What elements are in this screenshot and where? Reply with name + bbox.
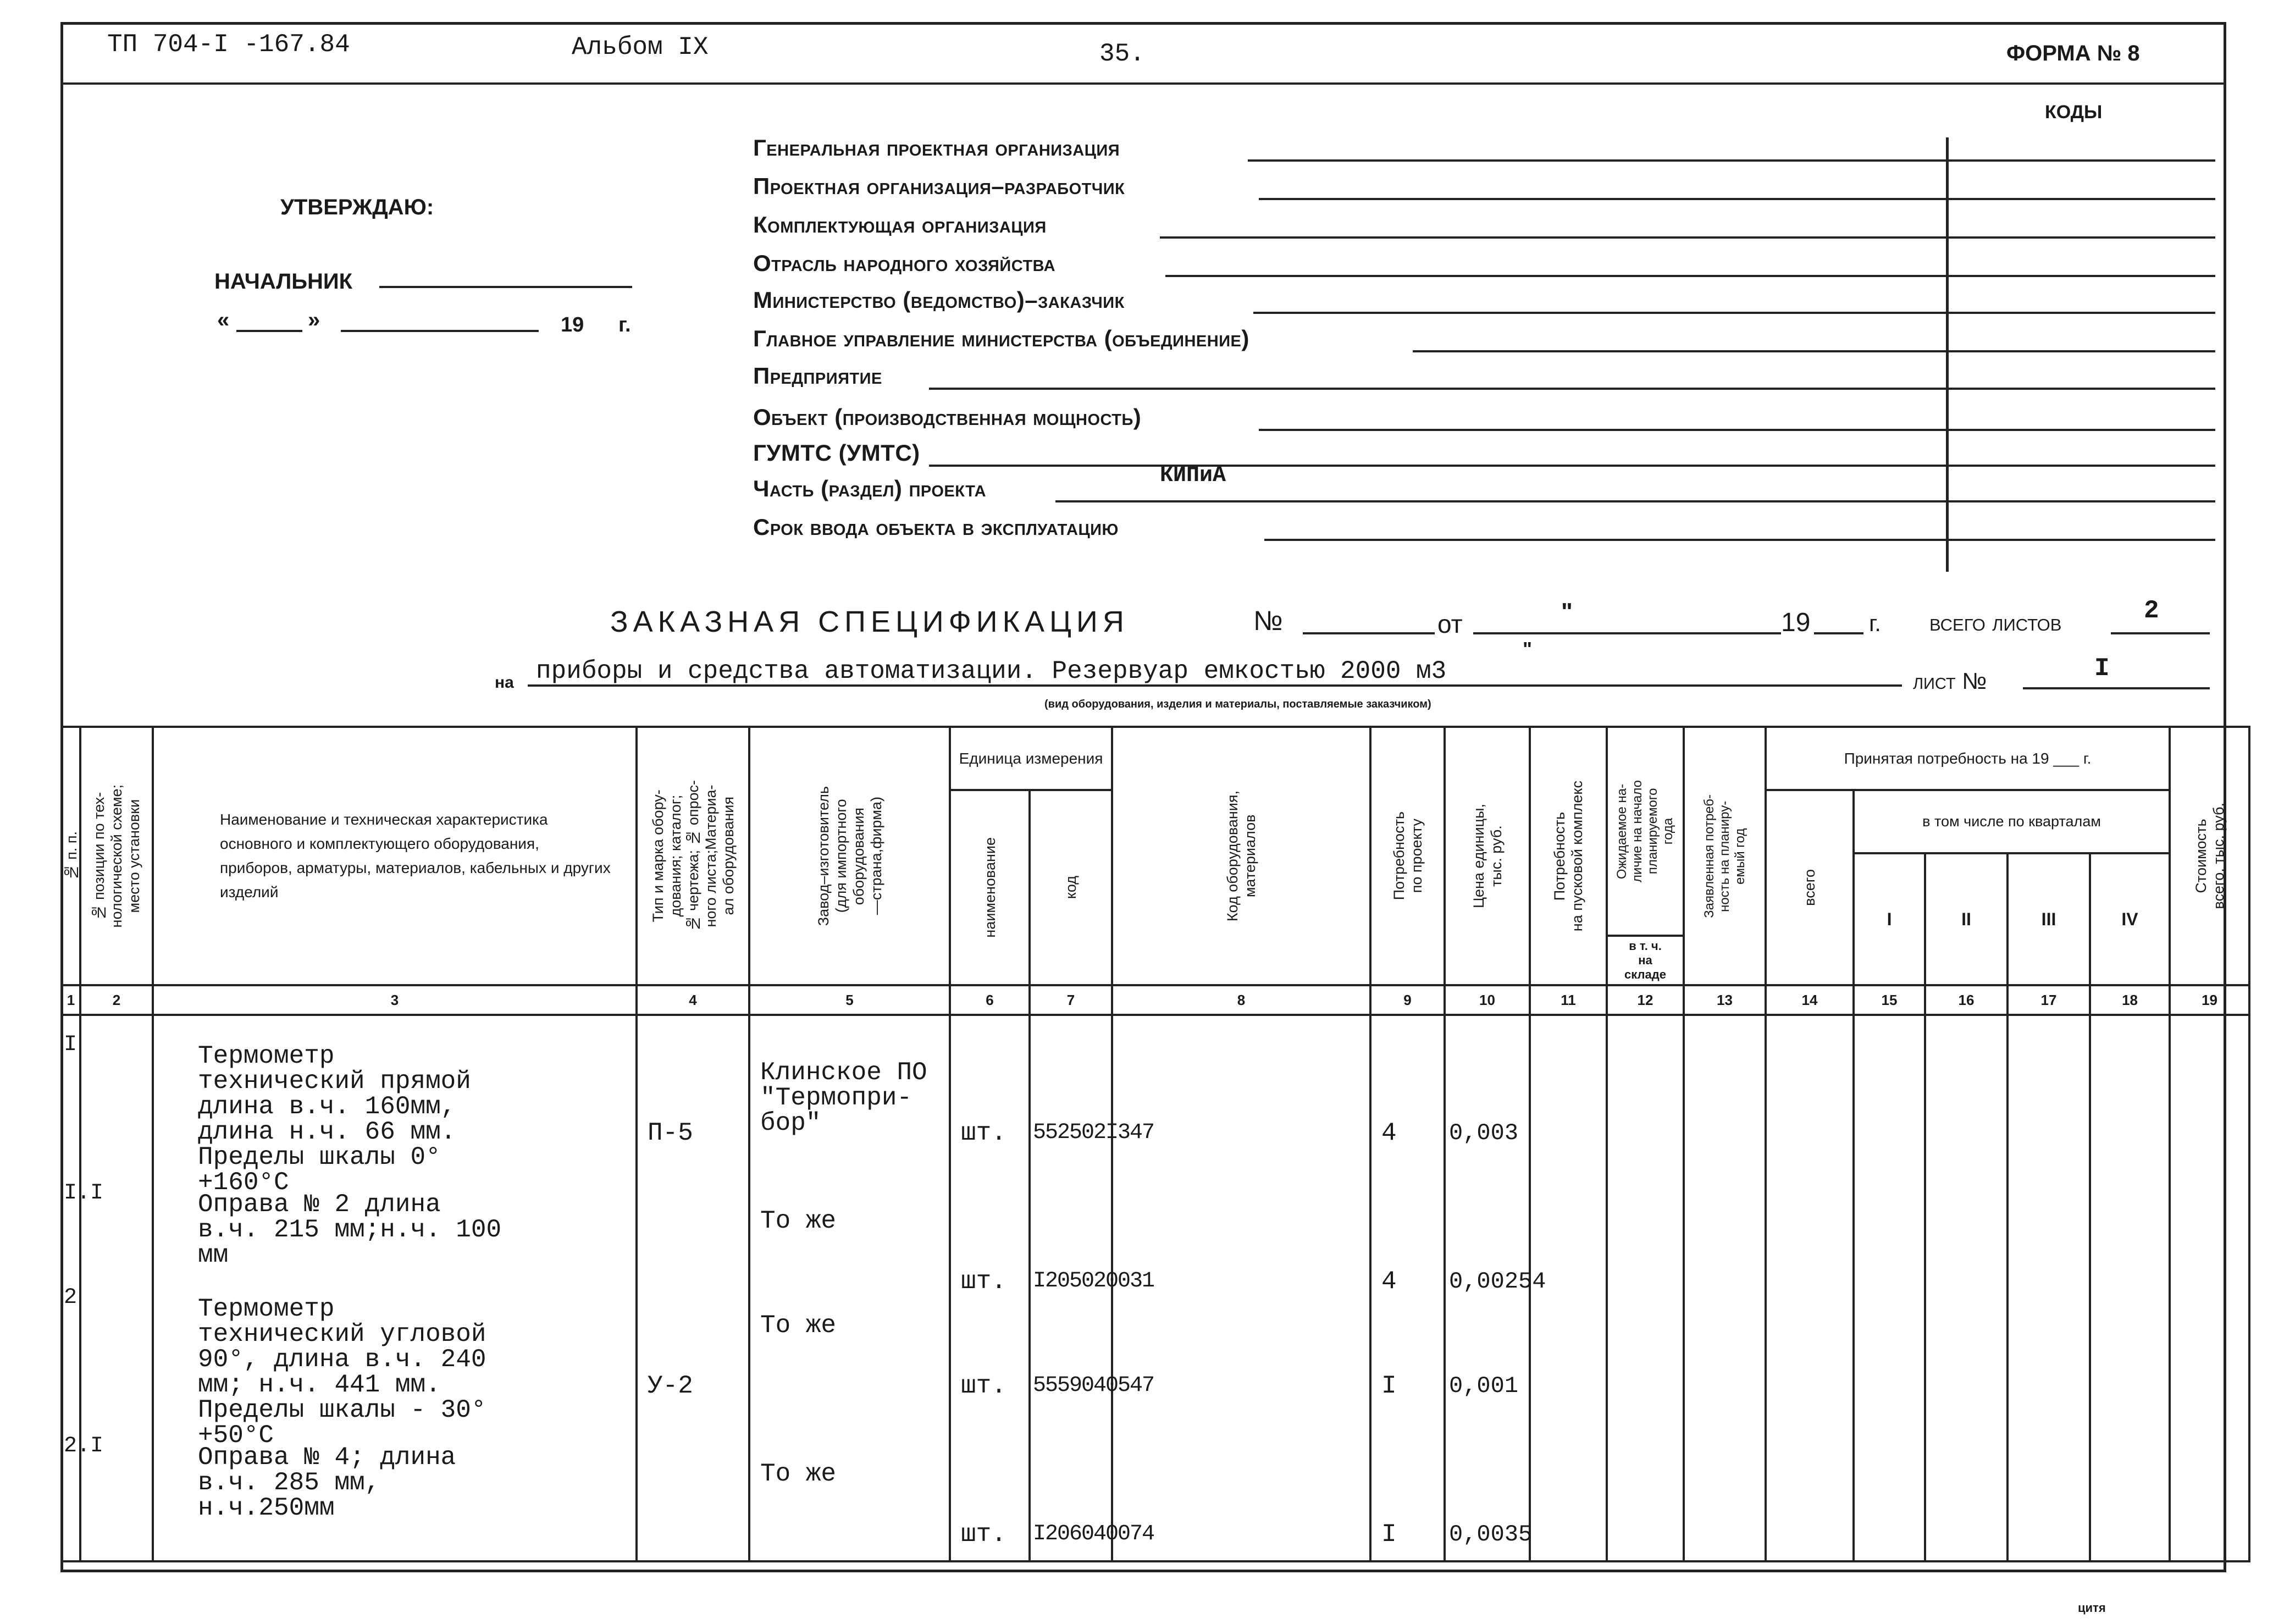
col-header-15: I (1854, 853, 1925, 985)
column-number: 6 (950, 985, 1030, 1015)
field-label: Проектная организация–разработчик (753, 173, 1125, 199)
spec-date-close-quote: " (1523, 638, 1533, 660)
spec-date-open-quote: " (1561, 598, 1573, 625)
field-label: Главное управление министерства (объединение) (753, 325, 1249, 351)
field-label: Министерство (ведомство)–заказчик (753, 287, 1125, 313)
field-label: ГУМТС (УМТС) (753, 440, 920, 466)
col-header-3: Наименование и техническая характеристика основного и комплектующего оборудования, приборов, арматуры, материалов, кабельных и других изделий (153, 727, 637, 985)
form-label: ФОРМА № 8 (2006, 41, 2140, 65)
field-line (1160, 236, 2215, 239)
body-column-2 (80, 1015, 153, 1561)
sheets-total-line (2111, 632, 2210, 634)
row-4-qty: I (1381, 1520, 1397, 1549)
row-2-price: 0,00254 (1449, 1268, 1546, 1295)
field-label: Отрасль народного хозяйства (753, 250, 1056, 276)
column-number: 8 (1112, 985, 1370, 1015)
row-2-qty: 4 (1381, 1267, 1397, 1296)
doc-code: ТП 704-I -167.84 (107, 30, 350, 59)
body-column-8 (1112, 1015, 1370, 1561)
year-prefix: 19 (561, 313, 584, 336)
column-number: 18 (2090, 985, 2170, 1015)
header-divider (60, 82, 2226, 85)
year-suffix: г. (618, 313, 631, 336)
body-column-7 (1030, 1015, 1154, 1561)
row-3-price: 0,001 (1449, 1373, 1519, 1399)
field-line (1264, 539, 2215, 541)
accepted-group-header: Принятая потребность на 19 ___ г. (1766, 727, 2170, 790)
row-1-price: 0,003 (1449, 1120, 1519, 1146)
specification-table (60, 726, 2250, 1562)
body-column-18 (2090, 1015, 2170, 1561)
col-header-12b: в т. ч. на складе (1607, 936, 1684, 985)
unit-group-header: Единица измерения (950, 727, 1112, 790)
row-4-price: 0,0035 (1449, 1521, 1533, 1548)
column-number: 9 (1370, 985, 1445, 1015)
column-number: 10 (1445, 985, 1530, 1015)
subject-value: приборы и средства автоматизации. Резервуар емкостью 2000 м3 (536, 657, 1447, 686)
column-number: 2 (80, 985, 153, 1015)
col-header-7: код (1030, 790, 1112, 985)
spec-no-label: № (1253, 605, 1283, 636)
row-1-maker: Клинское ПО "Термопри-бор" (760, 1058, 927, 1137)
row-1-type: П-5 (648, 1119, 693, 1147)
col-header-12: Ожидаемое на- личие на начало планируемого года (1607, 727, 1684, 936)
sheet-label: лист № (1913, 668, 1987, 694)
field-line (1055, 500, 2215, 502)
row-2-unit: шт. (961, 1267, 1006, 1296)
col-header-13: Заявленная потреб- ность на планиру- емый год (1684, 727, 1766, 985)
date-day-line (236, 330, 302, 332)
field-line (1165, 275, 2215, 277)
row-1-pos: I (64, 1032, 78, 1057)
field-label: Комплектующая организация (753, 212, 1047, 237)
column-number: 19 (2170, 985, 2249, 1015)
subject-caption: (вид оборудования, изделия и материалы, поставляемые заказчиком) (1044, 698, 1431, 710)
column-number: 13 (1684, 985, 1766, 1015)
col-header-4: Тип и марка обору- дования; каталог; № чертежа; № опрос- ного листа;Материа- ал оборудования (637, 727, 749, 985)
body-column-15 (1854, 1015, 1925, 1561)
spec-year-line (1814, 632, 1863, 634)
row-2-unit-code: I205020031 (1033, 1269, 1154, 1294)
footer-stamp: цитя (2078, 1601, 2106, 1615)
body-column-19 (2170, 1015, 2249, 1561)
body-column-5 (749, 1015, 950, 1561)
column-number: 15 (1854, 985, 1925, 1015)
col-header-10: Цена единицы, тыс. руб. (1445, 727, 1530, 985)
chief-label: НАЧАЛЬНИК (214, 269, 353, 294)
col-header-11: Потребность на пусковой комплекс (1530, 727, 1607, 985)
date-close-quote: » (308, 308, 320, 332)
body-column-3 (153, 1015, 637, 1561)
field-line (929, 388, 2215, 390)
col-header-16: II (1925, 853, 2007, 985)
column-number: 14 (1766, 985, 1854, 1015)
field-line (1259, 198, 2215, 200)
col-header-19: Стоимость всего, тыс. руб. (2170, 727, 2249, 985)
row-1-name: Термометр технический прямой длина в.ч. 160мм, длина н.ч. 66 мм. Пределы шкалы 0°+160°С (198, 1042, 471, 1197)
row-4-name: Оправа № 4; длина в.ч. 285 мм, н.ч.250мм (198, 1443, 456, 1522)
body-column-13 (1684, 1015, 1766, 1561)
row-1-qty: 4 (1381, 1119, 1397, 1147)
quarters-group-header: в том числе по кварталам (1854, 790, 2170, 853)
col-header-14: всего (1766, 790, 1854, 985)
spec-no-line (1303, 632, 1435, 634)
approve-label: УТВЕРЖДАЮ: (280, 195, 434, 219)
body-column-9 (1370, 1015, 1445, 1561)
body-column-12 (1607, 1015, 1684, 1561)
col-header-9: Потребность по проекту (1370, 727, 1445, 985)
row-4-maker: То же (760, 1460, 837, 1488)
column-number: 3 (153, 985, 637, 1015)
field-line (1248, 159, 2215, 162)
col-header-2: № позиции по тех- нологической схеме; место установки (80, 727, 153, 985)
sheet-no-line (2023, 687, 2210, 689)
row-1-unit: шт. (961, 1119, 1006, 1147)
codes-divider (1946, 137, 1949, 572)
spec-year-suffix: г. (1869, 610, 1881, 636)
field-label: Генеральная проектная организация (753, 135, 1120, 161)
column-number: 17 (2007, 985, 2090, 1015)
row-3-qty: I (1381, 1372, 1397, 1400)
table-body (62, 1015, 2249, 1561)
row-1-unit-code: 552502I347 (1033, 1120, 1154, 1145)
spec-title: ЗАКАЗНАЯ СПЕЦИФИКАЦИЯ (610, 605, 1129, 638)
album-label: Альбом IX (572, 33, 709, 62)
field-label: Предприятие (753, 363, 882, 389)
row-4-pos: 2.I (64, 1434, 104, 1459)
row-3-pos: 2 (64, 1285, 78, 1310)
body-column-11 (1530, 1015, 1607, 1561)
field-line (929, 465, 2215, 467)
subject-on-label: на (495, 673, 514, 692)
field-label: Часть (раздел) проекта (753, 476, 987, 501)
field-label: Срок ввода объекта в эксплуатацию (753, 514, 1119, 540)
col-header-17: III (2007, 853, 2090, 985)
spec-from-label: от (1437, 610, 1463, 638)
col-header-6: наименование (950, 790, 1030, 985)
field-label: Объект (производственная мощность) (753, 404, 1142, 430)
date-open-quote: « (217, 308, 230, 332)
row-3-type: У-2 (648, 1372, 693, 1400)
row-3-name: Термометр технический угловой 90°, длина в.ч. 240 мм; н.ч. 441 мм. Пределы шкалы - 30°+50°С (198, 1295, 486, 1450)
chief-signature-line (379, 286, 632, 288)
body-column-1 (62, 1015, 104, 1561)
spec-year-prefix: 19 (1781, 608, 1811, 637)
row-3-unit: шт. (961, 1372, 1006, 1400)
body-column-6 (950, 1015, 1030, 1561)
body-column-14 (1766, 1015, 1854, 1561)
column-number: 5 (749, 985, 950, 1015)
subject-line (528, 684, 1902, 687)
sheets-total-label: всего листов (1929, 609, 2062, 636)
row-3-unit-code: 5559040547 (1033, 1373, 1154, 1398)
col-header-5: Завод–изготовитель (для импортного оборудования —страна,фирма) (749, 727, 950, 985)
codes-label: КОДЫ (2045, 102, 2103, 123)
column-number: 7 (1030, 985, 1112, 1015)
body-column-16 (1925, 1015, 2007, 1561)
column-number: 4 (637, 985, 749, 1015)
col-header-1: № п. п. (62, 727, 80, 985)
sheet-no: I (2094, 654, 2110, 683)
spec-date-line (1473, 632, 1781, 634)
field-value: КИПиА (1160, 463, 1226, 488)
field-line (1259, 429, 2215, 431)
row-4-unit-code: I206040074 (1033, 1522, 1154, 1546)
body-column-10 (1445, 1015, 1546, 1561)
row-2-pos: I.I (64, 1181, 104, 1206)
date-month-line (341, 330, 539, 332)
column-number: 1 (62, 985, 80, 1015)
row-3-maker: То же (760, 1311, 837, 1340)
column-number: 11 (1530, 985, 1607, 1015)
col-header-18: IV (2090, 853, 2170, 985)
field-line (1413, 350, 2215, 352)
row-2-name: Оправа № 2 длина в.ч. 215 мм;н.ч. 100 мм (198, 1190, 502, 1269)
column-number: 12 (1607, 985, 1684, 1015)
column-number: 16 (1925, 985, 2007, 1015)
row-4-unit: шт. (961, 1520, 1006, 1549)
body-column-4 (637, 1015, 749, 1561)
column-number-row (62, 985, 2249, 1015)
field-line (1253, 312, 2215, 314)
page-number: 35. (1099, 40, 1145, 68)
col-header-8: Код оборудования, материалов (1112, 727, 1370, 985)
row-2-maker: То же (760, 1207, 837, 1235)
sheets-total: 2 (2144, 596, 2159, 625)
body-column-17 (2007, 1015, 2090, 1561)
